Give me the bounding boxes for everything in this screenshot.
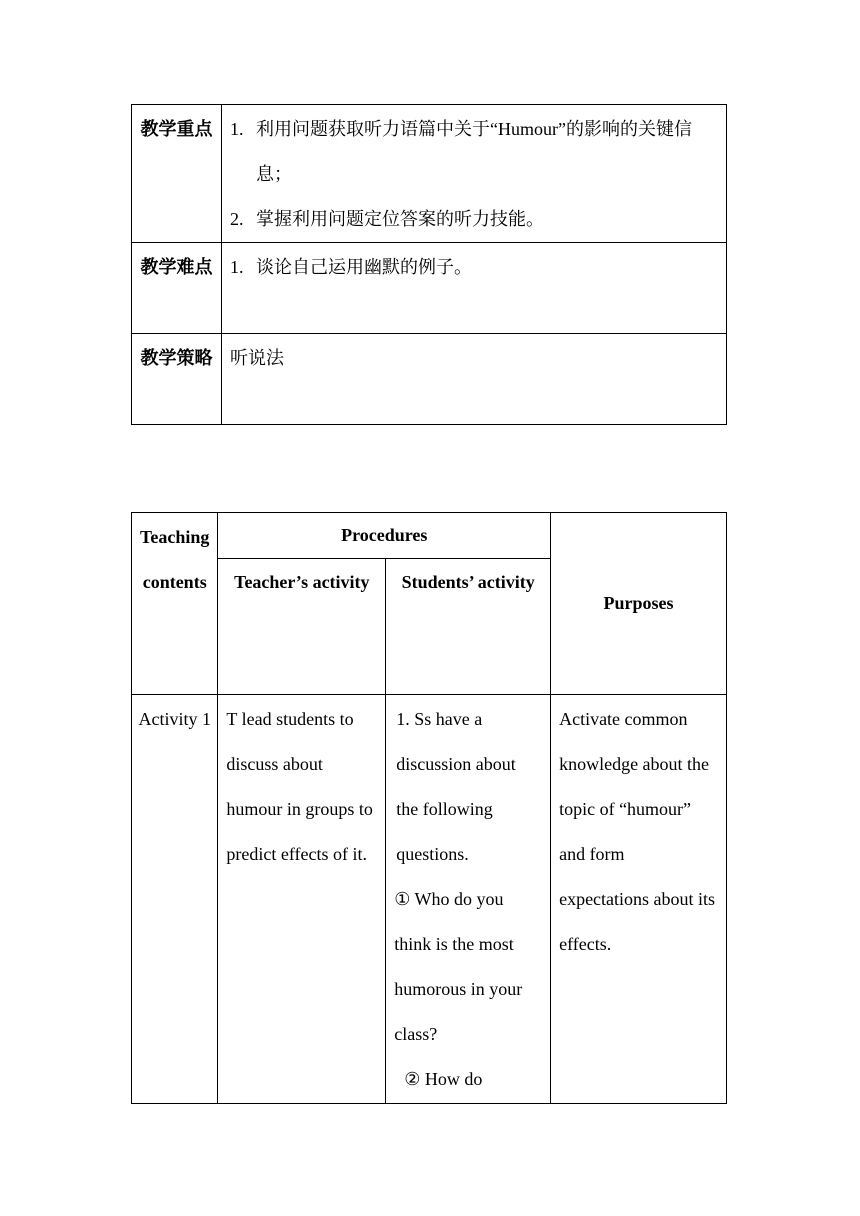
purposes-header: Purposes: [551, 513, 727, 695]
table-header-row: [132, 513, 727, 559]
procedures-header: Procedures: [218, 513, 551, 559]
teacher-activity-cell: T lead students to discuss about humour in groups to predict effects of it.: [218, 695, 386, 1104]
row-header-difficulties: 教学难点: [132, 243, 222, 334]
table-row: [132, 105, 727, 243]
students-activity-header: Students’ activity: [386, 559, 551, 695]
key-points-cell: [222, 105, 727, 243]
row-header-strategy: 教学策略: [132, 334, 222, 425]
row-header-key-points: 教学重点: [132, 105, 222, 243]
list-item: ② How do: [404, 1069, 483, 1089]
activity-label-cell: Activity 1: [132, 695, 218, 1104]
teaching-contents-header: Teaching contents: [132, 513, 218, 695]
table-row: [132, 243, 727, 334]
purposes-cell: Activate common knowledge about the topic of “humour” and form expectations about its effects.: [551, 695, 727, 1104]
teaching-overview-table: [131, 104, 727, 425]
students-activity-cell: [386, 695, 551, 1104]
teacher-activity-header: Teacher’s activity: [218, 559, 386, 695]
strategy-cell: 听说法: [222, 334, 727, 425]
list-item: 1. Ss have a discussion about the following questions.: [396, 709, 516, 864]
list-item: ① Who do you think is the most humorous in your class?: [394, 889, 523, 1044]
procedures-table: [131, 512, 727, 1104]
table-row: [132, 334, 727, 425]
list-item: 1. 谈论自己运用幽默的例子。: [230, 257, 472, 277]
difficulties-cell: [222, 243, 727, 334]
table-row: [132, 695, 727, 1104]
list-item: 1. 利用问题获取听力语篇中关于“Humour”的影响的关键信息；: [230, 119, 692, 184]
list-item: 2. 掌握利用问题定位答案的听力技能。: [230, 209, 544, 229]
